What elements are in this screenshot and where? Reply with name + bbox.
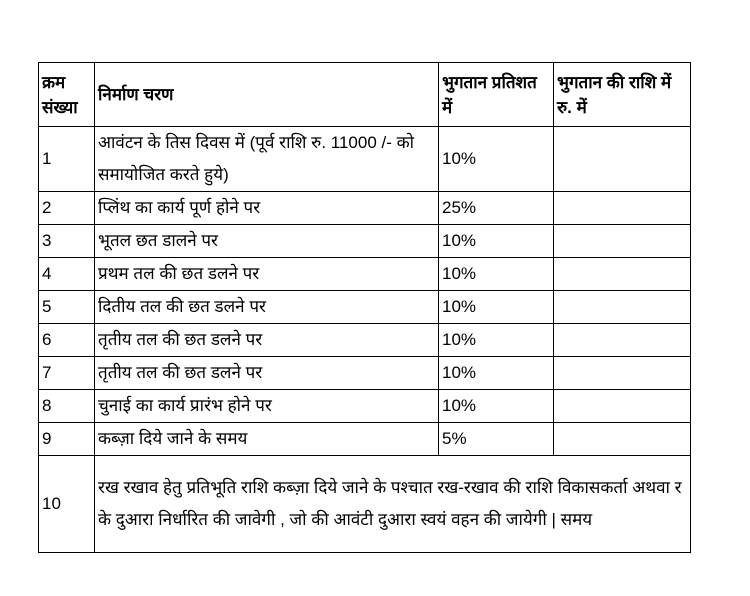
cell-amount [554, 291, 691, 324]
table-row [39, 225, 691, 258]
header-construction-phase: निर्माण चरण [95, 63, 439, 127]
cell-phase: आवंटन के तिस दिवस में (पूर्व राशि रु. 11000 /- को समायोजित करते हुये) [95, 127, 439, 192]
cell-amount [554, 225, 691, 258]
cell-phase: तृतीय तल की छत डलने पर [95, 357, 439, 390]
cell-serial: 6 [39, 324, 95, 357]
header-serial-number: क्रम संख्या [39, 63, 95, 127]
cell-serial: 1 [39, 127, 95, 192]
cell-phase: चुनाई का कार्य प्रारंभ होने पर [95, 390, 439, 423]
payment-schedule-table [38, 62, 691, 553]
cell-amount [554, 423, 691, 456]
cell-phase: तृतीय तल की छत डलने पर [95, 324, 439, 357]
table-row [39, 291, 691, 324]
cell-percent: 10% [439, 291, 554, 324]
cell-amount [554, 357, 691, 390]
header-payment-percent: भुगतान प्रतिशत में [439, 63, 554, 127]
cell-amount [554, 324, 691, 357]
cell-serial: 10 [39, 456, 95, 553]
table-header-row [39, 63, 691, 127]
cell-serial: 5 [39, 291, 95, 324]
table-row [39, 456, 691, 553]
cell-percent: 10% [439, 225, 554, 258]
cell-amount [554, 390, 691, 423]
cell-percent: 5% [439, 423, 554, 456]
cell-phase: प्रथम तल की छत डलने पर [95, 258, 439, 291]
cell-serial: 2 [39, 192, 95, 225]
cell-percent: 10% [439, 258, 554, 291]
cell-serial: 4 [39, 258, 95, 291]
cell-phase: कब्ज़ा दिये जाने के समय [95, 423, 439, 456]
table-row [39, 357, 691, 390]
cell-serial: 9 [39, 423, 95, 456]
cell-amount [554, 258, 691, 291]
cell-phase: भूतल छत डालने पर [95, 225, 439, 258]
cell-amount [554, 127, 691, 192]
cell-amount [554, 192, 691, 225]
table-row [39, 127, 691, 192]
table-row [39, 258, 691, 291]
cell-maintenance-note: रख रखाव हेतु प्रतिभूति राशि कब्ज़ा दिये जाने के पश्चात रख-रखाव की राशि विकासकर्ता अथवा र के दुआरा निर्धारित की जावेगी , जो की आवंटी दुआरा स्वयं वहन की जायेगी | समय [95, 456, 691, 553]
cell-percent: 10% [439, 127, 554, 192]
cell-phase: दितीय तल की छत डलने पर [95, 291, 439, 324]
cell-serial: 3 [39, 225, 95, 258]
table-row [39, 324, 691, 357]
table-row [39, 390, 691, 423]
cell-serial: 8 [39, 390, 95, 423]
table-row [39, 423, 691, 456]
cell-serial: 7 [39, 357, 95, 390]
table-row [39, 192, 691, 225]
cell-percent: 10% [439, 324, 554, 357]
cell-percent: 25% [439, 192, 554, 225]
cell-percent: 10% [439, 390, 554, 423]
header-payment-amount: भुगतान की राशि में रु. में [554, 63, 691, 127]
cell-percent: 10% [439, 357, 554, 390]
cell-phase: प्लिंथ का कार्य पूर्ण होने पर [95, 192, 439, 225]
